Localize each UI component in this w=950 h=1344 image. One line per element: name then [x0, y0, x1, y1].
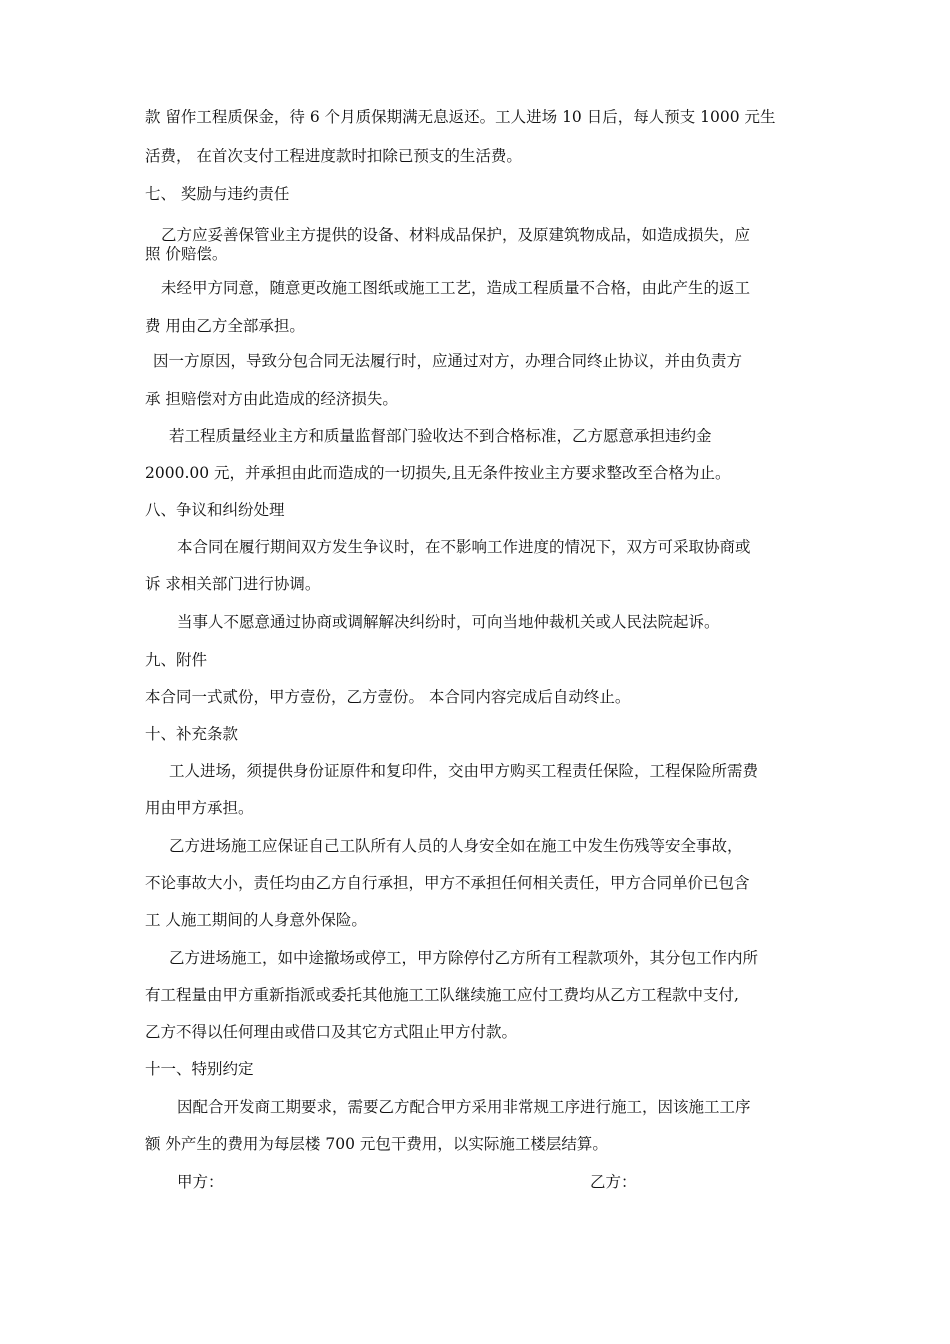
text-line: 本合同在履行期间双方发生争议时，在不影响工作进度的情况下，双方可采取协商或 — [177, 538, 751, 556]
text-line: 有工程量由甲方重新指派或委托其他施工工队继续施工应付工费均从乙方工程款中支付, — [145, 986, 739, 1004]
text-line: 额 外产生的费用为每层楼 700 元包干费用，以实际施工楼层结算。 — [145, 1135, 608, 1153]
text-line: 费 用由乙方全部承担。 — [145, 317, 305, 335]
text-line: 本合同一式贰份，甲方壹份，乙方壹份。 本合同内容完成后自动终止。 — [145, 688, 631, 706]
section-heading: 九、附件 — [145, 651, 208, 669]
signature-party-a: 甲方： — [177, 1173, 224, 1191]
text-line: 用由甲方承担。 — [145, 799, 254, 817]
text-line: 照 价赔偿。 — [145, 245, 228, 263]
text-line: 活费， 在首次支付工程进度款时扣除已预支的生活费。 — [145, 147, 522, 165]
text-line: 不论事故大小，责任均由乙方自行承担，甲方不承担任何相关责任，甲方合同单价已包含 — [145, 874, 750, 892]
text-line: 乙方进场施工，如中途撤场或停工，甲方除停付乙方所有工程款项外，其分包工作内所 — [169, 949, 759, 967]
text-line: 当事人不愿意通过协商或调解解决纠纷时，可向当地仲裁机关或人民法院起诉。 — [177, 613, 720, 631]
text-line: 款 留作工程质保金，待 6 个月质保期满无息返还。工人进场 10 日后，每人预支 1000 元生 — [145, 108, 776, 126]
signature-party-b: 乙方： — [590, 1173, 637, 1191]
text-line: 工人进场，须提供身份证原件和复印件，交由甲方购买工程责任保险，工程保险所需费 — [169, 762, 759, 780]
section-heading: 八、争议和纠纷处理 — [145, 501, 285, 519]
text-line: 未经甲方同意，随意更改施工图纸或施工工艺，造成工程质量不合格，由此产生的返工 — [161, 279, 751, 297]
text-line: 乙方不得以任何理由或借口及其它方式阻止甲方付款。 — [145, 1023, 518, 1041]
section-heading: 七、 奖励与违约责任 — [145, 185, 290, 203]
text-line: 承 担赔偿对方由此造成的经济损失。 — [145, 390, 398, 408]
section-heading: 十、补充条款 — [145, 725, 239, 743]
text-line: 因一方原因，导致分包合同无法履行时，应通过对方，办理合同终止协议，并由负责方 — [153, 352, 743, 370]
text-line: 若工程质量经业主方和质量监督部门验收达不到合格标准，乙方愿意承担违约金 — [169, 427, 712, 445]
text-line: 2000.00 元，并承担由此而造成的一切损失,且无条件按业主方要求整改至合格为止。 — [145, 464, 731, 482]
text-line: 乙方应妥善保管业主方提供的设备、材料成品保护，及原建筑物成品，如造成损失，应 — [161, 226, 751, 244]
text-line: 乙方进场施工应保证自己工队所有人员的人身安全如在施工中发生伤残等安全事故， — [169, 837, 743, 855]
text-line: 诉 求相关部门进行协调。 — [145, 575, 321, 593]
text-line: 工 人施工期间的人身意外保险。 — [145, 911, 367, 929]
section-heading: 十一、特别约定 — [145, 1060, 254, 1078]
text-line: 因配合开发商工期要求，需要乙方配合甲方采用非常规工序进行施工，因该施工工序 — [177, 1098, 751, 1116]
